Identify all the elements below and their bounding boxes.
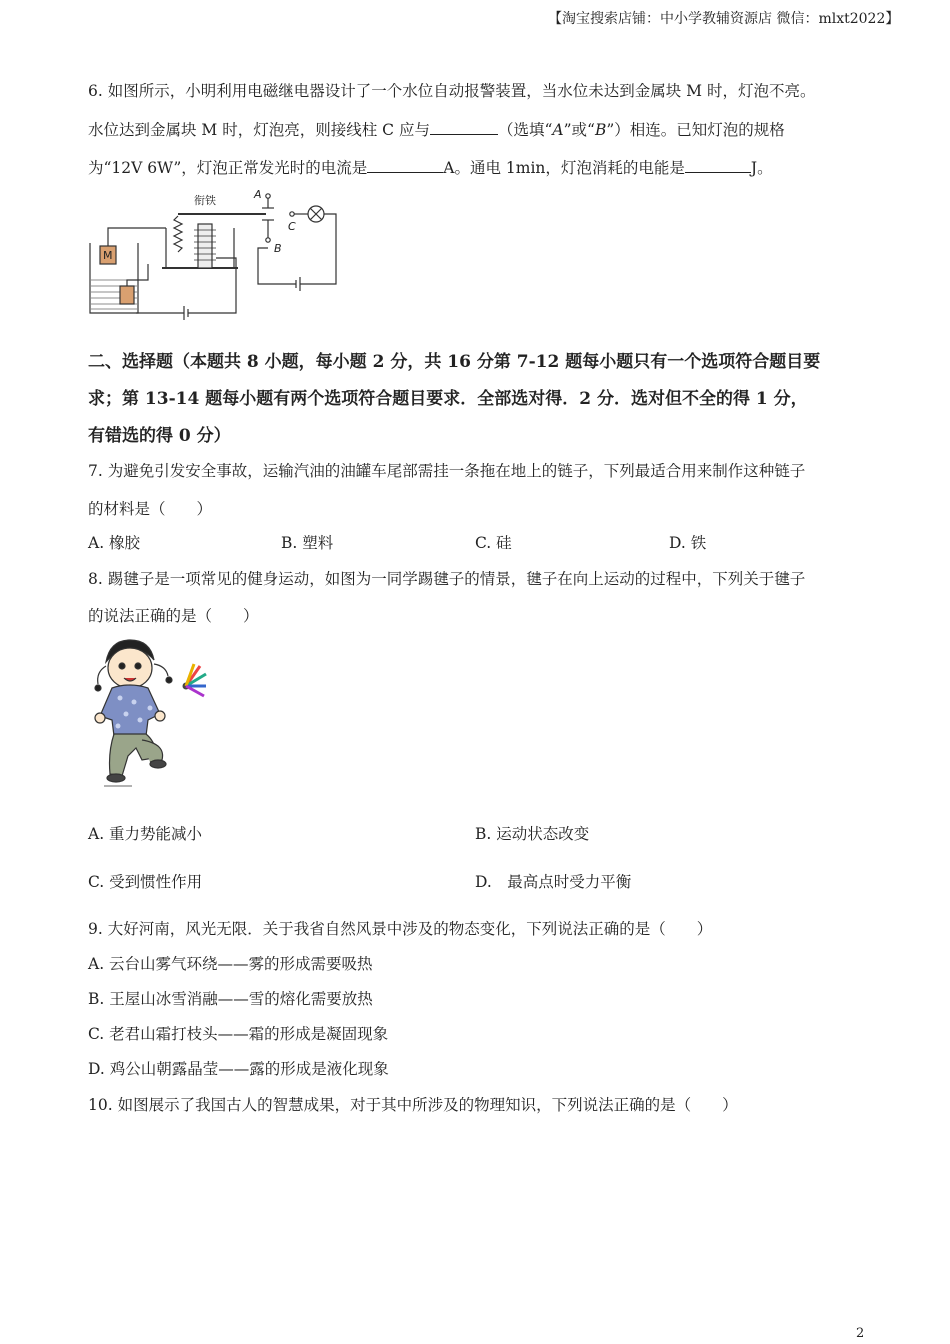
label-contact-b: B [274,242,282,255]
q8-option-c[interactable]: C. 受到惯性作用 [88,873,203,891]
label-m: M [103,249,113,262]
q9-option-b[interactable]: B. 王屋山冰雪消融——雪的熔化需要放热 [88,990,373,1008]
q7-option-c[interactable]: C. 硅 [475,534,512,552]
section2-heading-line-3: 有错选的得 0 分） [88,426,231,446]
q8-option-b[interactable]: B. 运动状态改变 [475,825,590,843]
q6-line-1: 6. 如图所示，小明利用电磁继电器设计了一个水位自动报警装置，当水位未达到金属块 M 时，灯泡不亮。 [88,82,816,100]
label-contact-a: A [254,188,262,201]
q6-line-3-text-b: A。通电 1min，灯泡消耗的电能是 [443,159,685,177]
q7-option-a[interactable]: A. 橡胶 [88,534,141,552]
q9-option-d[interactable]: D. 鸡公山朝露晶莹——露的形成是液化现象 [88,1060,389,1078]
q6-option-b: B [594,121,607,139]
q8-line-1: 8. 踢毽子是一项常见的健身运动，如图为一同学踢毽子的情景，毽子在向上运动的过程中，下列关于毽子 [88,570,806,588]
q9-option-a[interactable]: A. 云台山雾气环绕——雾的形成需要吸热 [88,955,373,973]
q9-option-c[interactable]: C. 老君山霜打枝头——霜的形成是凝固现象 [88,1025,389,1043]
label-armature: 衔铁 [194,194,216,207]
q6-line-2-text-a: 水位达到金属块 M 时，灯泡亮，则接线柱 C 应与 [88,121,430,139]
q10-line-1: 10. 如图展示了我国古人的智慧成果，对于其中所涉及的物理知识，下列说法正确的是（ ） [88,1096,738,1114]
q6-line-2-text-c: ”或“ [563,121,595,139]
q6-line-3-text-c: J。 [750,159,773,177]
q9-line-1: 9. 大好河南，风光无限．关于我省自然风景中涉及的物态变化，下列说法正确的是（ ） [88,920,713,938]
q8-option-d[interactable]: D. 最高点时受力平衡 [475,873,632,891]
q6-option-a: A [552,121,564,139]
q6-blank-terminal[interactable] [430,118,498,135]
header-watermark: 【淘宝搜索店铺：中小学教辅资源店 微信：mlxt2022】 [548,11,900,27]
shuttlecock-kicking-illustration [88,636,214,792]
q6-line-2-text-d: ”）相连。已知灯泡的规格 [606,121,785,139]
q7-line-2: 的材料是（ ） [88,500,213,518]
q8-line-2: 的说法正确的是（ ） [88,607,259,625]
q6-line-3 [88,156,773,179]
section2-heading-line-2: 求；第 13-14 题每小题有两个选项符合题目要求．全部选对得．2 分．选对但不全的得 1 分， [88,389,808,409]
q6-blank-current[interactable] [367,156,443,173]
q7-option-d[interactable]: D. 铁 [669,534,707,552]
q8-option-a[interactable]: A. 重力势能减小 [88,825,203,843]
section2-heading-line-1: 二、选择题（本题共 8 小题，每小题 2 分，共 16 分第 7-12 题每小题只有一个选项符合题目要 [88,352,821,372]
relay-circuit-figure [86,188,342,320]
q6-line-2 [88,118,785,141]
q6-blank-energy[interactable] [685,156,751,173]
page-number: 2 [856,1326,865,1341]
q7-option-b[interactable]: B. 塑料 [281,534,334,552]
q7-line-1: 7. 为避免引发安全事故，运输汽油的油罐车尾部需挂一条拖在地上的链子，下列最适合用来制作这种链子 [88,462,806,480]
q6-line-3-text-a: 为“12V 6W”，灯泡正常发光时的电流是 [88,159,368,177]
label-terminal-c: C [288,220,296,233]
q6-line-2-text-b: （选填“ [497,121,553,139]
